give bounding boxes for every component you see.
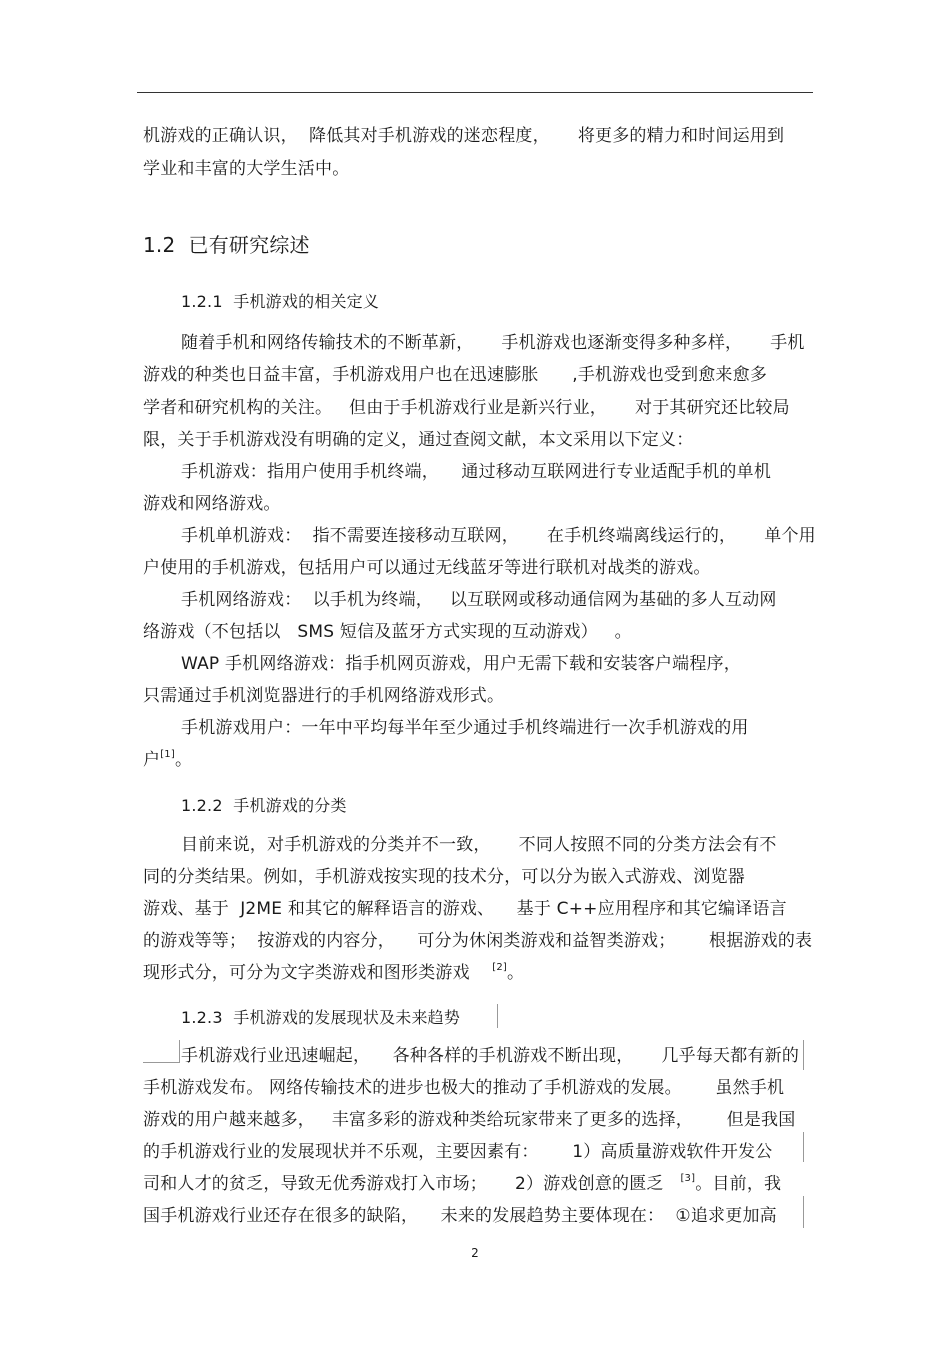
text-line: 手机游戏：指用户使用手机终端， 通过移动互联网进行专业适配手机的单机	[181, 462, 772, 482]
text-line	[143, 1173, 781, 1195]
text-line: 游戏的种类也日益丰富，手机游戏用户也在迅速膨胀 ,手机游戏也受到愈来愈多	[143, 365, 768, 385]
text-line: 只需通过手机浏览器进行的手机网络游戏形式。	[143, 686, 505, 706]
subsection-heading: 1.2.1 手机游戏的相关定义	[181, 292, 380, 311]
text-line: WAP 手机网络游戏：指手机网页游戏，用户无需下载和安装客户端程序，	[181, 654, 741, 674]
text-line: 户使用的手机游戏，包括用户可以通过无线蓝牙等进行联机对战类的游戏。	[143, 558, 711, 578]
header-rule	[137, 92, 813, 93]
text-line: 手机网络游戏： 以手机为终端， 以互联网或移动通信网为基础的多人互动网	[181, 590, 777, 610]
text-line: 学者和研究机构的关注。 但由于手机游戏行业是新兴行业， 对于其研究还比较局	[143, 398, 790, 418]
text-line	[143, 749, 192, 771]
text-fragment: 户	[143, 750, 161, 770]
citation: [1]	[160, 749, 175, 761]
text-fragment: 现形式分，可分为文字类游戏和图形类游戏	[143, 963, 470, 983]
text-line: 手机游戏用户：一年中平均每半年至少通过手机终端进行一次手机游戏的用	[181, 718, 749, 738]
section-heading: 1.2 已有研究综述	[143, 233, 310, 257]
layout-mark	[803, 1196, 804, 1228]
layout-mark	[803, 1132, 804, 1162]
text-line: 的游戏等等； 按游戏的内容分， 可分为休闲类游戏和益智类游戏； 根据游戏的表	[143, 931, 813, 951]
layout-mark	[497, 1004, 498, 1028]
text-line: 随着手机和网络传输技术的不断革新， 手机游戏也逐渐变得多种多样， 手机	[181, 333, 805, 353]
citation: [2]	[492, 962, 507, 974]
text-line: 学业和丰富的大学生活中。	[143, 159, 350, 179]
text-line	[143, 962, 524, 984]
text-line: 游戏、基于 J2ME 和其它的解释语言的游戏、 基于 C++应用程序和其它编译语言	[143, 899, 787, 919]
text-line: 同的分类结果。例如，手机游戏按实现的技术分，可以分为嵌入式游戏、浏览器	[143, 867, 745, 887]
subsection-heading: 1.2.3 手机游戏的发展现状及未来趋势	[181, 1008, 461, 1027]
text-line: 手机游戏发布。 网络传输技术的进步也极大的推动了手机游戏的发展。 虽然手机	[143, 1078, 785, 1098]
text-line: 手机单机游戏： 指不需要连接移动互联网， 在手机终端离线运行的， 单个用	[181, 526, 816, 546]
citation: [3]	[680, 1173, 696, 1185]
text-line: 机游戏的正确认识， 降低其对手机游戏的迷恋程度， 将更多的精力和时间运用到	[143, 126, 785, 146]
text-fragment: 。	[174, 750, 193, 770]
layout-mark	[803, 1040, 804, 1070]
text-line: 的手机游戏行业的发展现状并不乐观，主要因素有： 1）高质量游戏软件开发公	[143, 1142, 773, 1162]
text-fragment: 。目前，我	[695, 1174, 782, 1194]
text-line: 游戏和网络游戏。	[143, 494, 281, 514]
text-line: 限，关于手机游戏没有明确的定义，通过查阅文献，本文采用以下定义：	[143, 430, 694, 450]
text-line: 游戏的用户越来越多， 丰富多彩的游戏种类给玩家带来了更多的选择， 但是我国	[143, 1110, 796, 1130]
text-line: 手机游戏行业迅速崛起， 各种各样的手机游戏不断出现， 几乎每天都有新的	[181, 1046, 800, 1066]
text-line: 国手机游戏行业还存在很多的缺陷， 未来的发展趋势主要体现在： ①追求更加高	[143, 1206, 777, 1226]
text-fragment: 司和人才的贫乏，导致无优秀游戏打入市场； 2）游戏创意的匮乏	[143, 1174, 664, 1194]
text-fragment: 。	[507, 963, 525, 983]
text-line: 络游戏（不包括以 SMS 短信及蓝牙方式实现的互动游戏） 。	[143, 622, 632, 642]
text-line: 目前来说，对手机游戏的分类并不一致， 不同人按照不同的分类方法会有不	[181, 835, 777, 855]
page-number: 2	[471, 1246, 479, 1260]
subsection-heading: 1.2.2 手机游戏的分类	[181, 796, 347, 815]
layout-mark	[143, 1040, 180, 1063]
